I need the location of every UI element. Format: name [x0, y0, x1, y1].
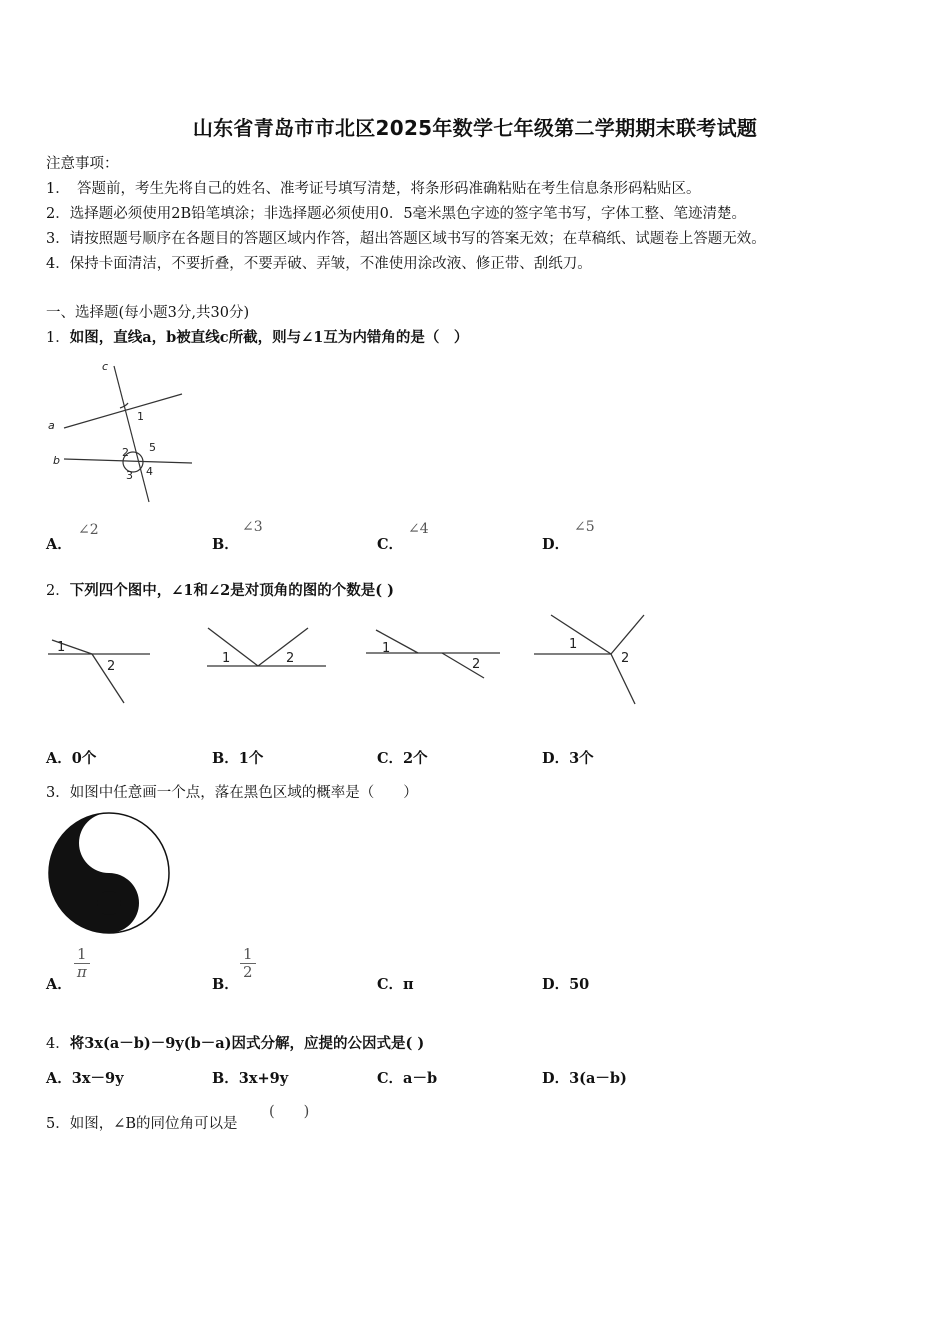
q3-option-a-fraction: $\frac{1}{\pi}$: [74, 946, 90, 982]
fig2-label-1: 1: [222, 651, 231, 666]
label-c: c: [102, 360, 109, 373]
q4-option-b[interactable]: B．3x+9y: [212, 1070, 289, 1087]
fig4-line-ray2: [611, 615, 644, 654]
q1-option-d-value: ∠5: [574, 519, 595, 535]
question-5: [46, 1112, 238, 1133]
q3-option-b-fraction: $\frac{1}{2}$: [240, 946, 256, 982]
question-number: 1．: [46, 330, 70, 346]
question-number: 2．: [46, 583, 70, 599]
question-text: 如图中任意画一个点，落在黑色区域的概率是（ ）: [69, 785, 418, 801]
section-heading: 一、选择题(每小题3分,共30分): [46, 305, 250, 321]
label-b: b: [53, 454, 60, 467]
q1-option-c-value: ∠4: [408, 521, 429, 537]
q1-option-a-value: ∠2: [78, 522, 99, 538]
black-dot: [97, 891, 121, 915]
q2-option-d[interactable]: D．3个: [542, 750, 594, 767]
question-number: 4．: [46, 1036, 70, 1052]
notice-item-3: 3．请按照题号顺序在各题目的答题区域内作答，超出答题区域书写的答案无效；在草稿纸、试题卷上答题无效。: [46, 231, 766, 247]
q1-option-d[interactable]: D．: [542, 536, 570, 553]
fig4-label-1: 1: [569, 637, 578, 652]
notice-heading: 注意事项：: [46, 156, 119, 172]
question-number: 3．: [46, 785, 70, 801]
notice-item-4: 4．保持卡面清洁，不要折叠，不要弄破、弄皱，不准使用涂改液、修正带、刮纸刀。: [46, 256, 592, 272]
white-dot: [97, 831, 121, 855]
question-text: 将3x(a－b)－9y(b－a)因式分解，应提的公因式是( ): [69, 1035, 425, 1052]
fig2-label-2: 2: [286, 651, 295, 666]
q1-figure: [44, 356, 204, 506]
q4-option-d[interactable]: D．3(a－b): [542, 1070, 627, 1087]
q1-option-a[interactable]: A．: [46, 536, 72, 553]
yin-yang-figure: [46, 811, 172, 935]
fig2-line-ray2: [258, 628, 308, 666]
q3-option-d[interactable]: D．50: [542, 976, 590, 993]
fig3-label-1: 1: [382, 641, 391, 656]
question-1: [46, 326, 468, 347]
fig2-line-ray1: [208, 628, 258, 666]
q3-option-b[interactable]: B．: [212, 976, 239, 993]
label-a: a: [48, 419, 55, 432]
notice-item-1: 1． 答题前，考生先将自己的姓名、准考证号填写清楚，将条形码准确粘贴在考生信息条形码粘贴区。: [46, 181, 701, 197]
q1-option-b[interactable]: B．: [212, 536, 239, 553]
q5-answer-paren: ( ): [269, 1104, 310, 1120]
q2-option-b[interactable]: B．1个: [212, 750, 264, 767]
fig4-label-2: 2: [621, 651, 630, 666]
label-3: 3: [126, 469, 133, 482]
notice-item-2: 2．选择题必须使用2B铅笔填涂；非选择题必须使用0．5毫米黑色字迹的签字笔书写，字体工整、笔迹清楚。: [46, 206, 747, 222]
label-1: 1: [137, 410, 144, 423]
q2-option-a[interactable]: A．0个: [46, 750, 97, 767]
question-text: 如图，直线a，b被直线c所截，则与∠1互为内错角的是（ ）: [69, 329, 469, 346]
label-2: 2: [122, 446, 129, 459]
fig1-label-2: 2: [107, 659, 116, 674]
question-number: 5．: [46, 1116, 70, 1132]
q3-option-a[interactable]: A．: [46, 976, 72, 993]
q1-option-c[interactable]: C．: [377, 536, 404, 553]
label-5: 5: [149, 441, 156, 454]
label-4: 4: [146, 465, 153, 478]
question-3: [46, 781, 418, 802]
line-b: [64, 459, 192, 463]
q1-option-b-value: ∠3: [242, 519, 263, 535]
question-4: [46, 1032, 424, 1053]
q3-option-c[interactable]: C．π: [377, 976, 414, 993]
question-text: 下列四个图中，∠1和∠2是对顶角的图的个数是( ): [69, 582, 394, 599]
q4-option-c[interactable]: C．a－b: [377, 1070, 438, 1087]
q2-figures: [40, 610, 660, 710]
question-2: [46, 579, 394, 600]
fig4-line-ray1: [551, 615, 611, 654]
fig1-label-1: 1: [57, 640, 66, 655]
question-text: 如图，∠B的同位角可以是: [69, 1116, 238, 1132]
q4-option-a[interactable]: A．3x－9y: [46, 1070, 124, 1087]
fig3-label-2: 2: [472, 657, 481, 672]
q2-option-c[interactable]: C．2个: [377, 750, 428, 767]
page-title: 山东省青岛市市北区2025年数学七年级第二学期期末联考试题: [192, 116, 758, 140]
